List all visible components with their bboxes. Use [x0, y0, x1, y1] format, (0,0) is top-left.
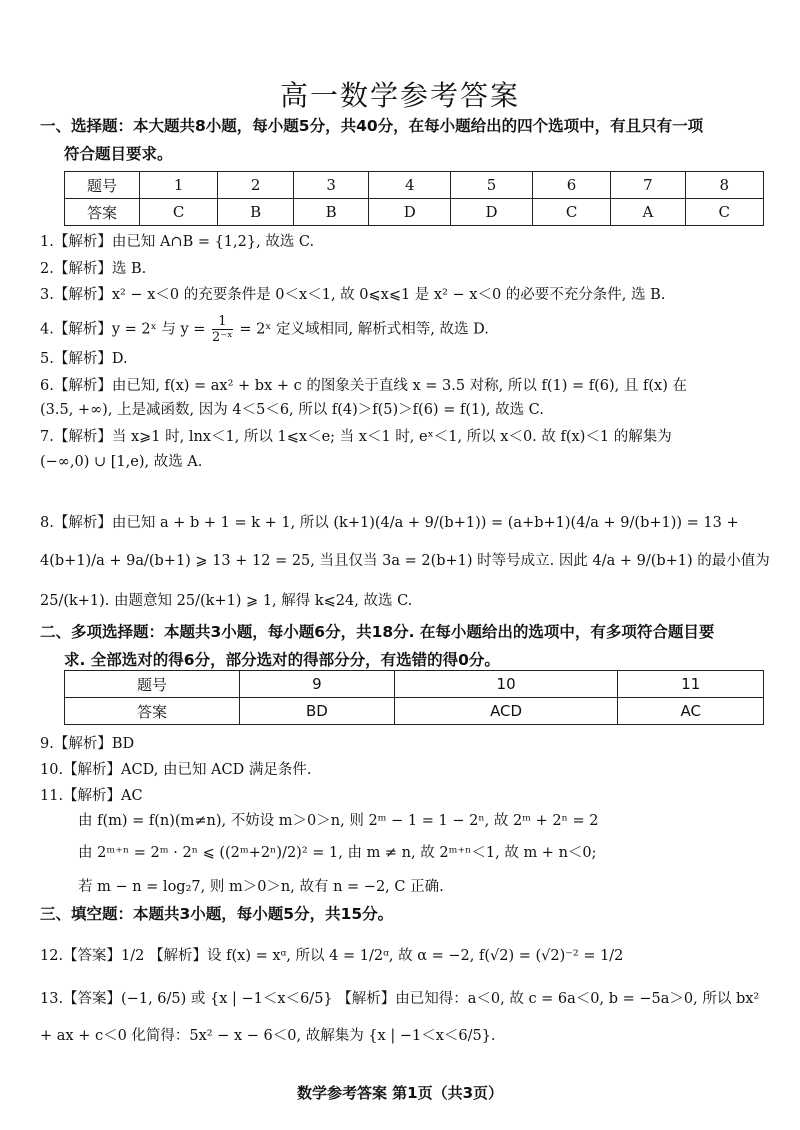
solution-4: 4.【解析】y = 2ˣ 与 y = $\frac{1}{\text{2⁻ˣ}}$ = 2ˣ 定义域相同, 解析式相等, 故选 D. — [40, 314, 489, 345]
answer-table-2 — [64, 670, 764, 725]
table-row: 答案 C B B D D C A C — [65, 199, 764, 226]
table-row: 题号 9 10 11 — [65, 671, 764, 698]
solution-13b: + ax + c＜0 化简得：5x² − x − 6＜0, 故解集为 {x | −1＜x＜6/5}. — [40, 1028, 496, 1044]
solution-7a: 7.【解析】当 x⩾1 时, lnx＜1, 所以 1⩽x＜e; 当 x＜1 时, eˣ＜1, 所以 x＜0. 故 f(x)＜1 的解集为 — [40, 429, 672, 445]
solution-12: 12.【答案】1/2 【解析】设 f(x) = xᵅ, 所以 4 = 1/2ᵅ, 故 α = −2, f(√2) = (√2)⁻² = 1/2 — [40, 948, 624, 964]
solution-13a: 13.【答案】(−1, 6/5) 或 {x | −1＜x＜6/5} 【解析】由已知得：a＜0, 故 c = 6a＜0, b = −5a＞0, 所以 bx² — [40, 991, 760, 1007]
solution-8c: 25/(k+1). 由题意知 25/(k+1) ⩾ 1, 解得 k⩽24, 故选 C. — [40, 593, 413, 609]
solution-2: 2.【解析】选 B. — [40, 261, 147, 277]
table-row: 题号 1 2 3 4 5 6 7 8 — [65, 172, 764, 199]
page-title: 高一数学参考答案 — [279, 79, 520, 112]
row-label: 题号 — [65, 671, 240, 698]
section1-heading: 一、选择题：本大题共8小题，每小题5分，共40分，在每小题给出的四个选项中，有且只有一项 符合题目要求。 — [40, 117, 704, 163]
solution-9: 9.【解析】BD — [40, 736, 135, 752]
solution-6a: 6.【解析】由已知, f(x) = ax² + bx + c 的图象关于直线 x = 3.5 对称, 所以 f(1) = f(6), 且 f(x) 在 — [40, 378, 687, 394]
solution-10: 10.【解析】ACD, 由已知 ACD 满足条件. — [40, 762, 312, 778]
solution-3: 3.【解析】x² − x＜0 的充要条件是 0＜x＜1, 故 0⩽x⩽1 是 x² − x＜0 的必要不充分条件, 选 B. — [40, 287, 666, 303]
table-row: 答案 BD ACD AC — [65, 698, 764, 725]
solution-11b: 由 2ᵐ⁺ⁿ = 2ᵐ · 2ⁿ ⩽ ((2ᵐ+2ⁿ)/2)² = 1, 由 m ≠ n, 故 2ᵐ⁺ⁿ＜1, 故 m + n＜0; — [78, 845, 597, 861]
solution-5: 5.【解析】D. — [40, 351, 128, 367]
page-footer: 数学参考答案 第1页（共3页） — [296, 1084, 504, 1102]
solution-11a: 由 f(m) = f(n)(m≠n), 不妨设 m＞0＞n, 则 2ᵐ − 1 = 1 − 2ⁿ, 故 2ᵐ + 2ⁿ = 2 — [78, 813, 599, 829]
fraction: $\frac{1}{\text{2⁻ˣ}}$ — [212, 314, 233, 345]
row-label: 答案 — [65, 199, 140, 226]
solution-8a: 8.【解析】由已知 a + b + 1 = k + 1, 所以 (k+1)(4/a + 9/(b+1)) = (a+b+1)(4/a + 9/(b+1)) = 13 + — [40, 515, 739, 531]
solution-11: 11.【解析】AC — [40, 788, 143, 804]
answer-table-1 — [64, 171, 764, 226]
row-label: 答案 — [65, 698, 240, 725]
section2-heading: 二、多项选择题：本题共3小题，每小题6分，共18分. 在每小题给出的选项中，有多项符合题目要 求. 全部选对的得6分，部分选对的得部分分，有选错的得0分。 — [40, 623, 715, 669]
solution-7b: (−∞,0) ∪ [1,e), 故选 A. — [40, 454, 203, 470]
solution-6b: (3.5, +∞), 上是减函数, 因为 4＜5＜6, 所以 f(4)＞f(5)＞f(6) = f(1), 故选 C. — [40, 402, 544, 418]
solution-1: 1.【解析】由已知 A∩B = {1,2}, 故选 C. — [40, 234, 315, 250]
solution-8b: 4(b+1)/a + 9a/(b+1) ⩾ 13 + 12 = 25, 当且仅当 3a = 2(b+1) 时等号成立. 因此 4/a + 9/(b+1) 的最小值为 — [40, 553, 770, 569]
row-label: 题号 — [65, 172, 140, 199]
solution-11c: 若 m − n = log₂7, 则 m＞0＞n, 故有 n = −2, C 正确. — [78, 879, 444, 895]
section3-heading: 三、填空题：本题共3小题，每小题5分，共15分。 — [40, 905, 394, 923]
